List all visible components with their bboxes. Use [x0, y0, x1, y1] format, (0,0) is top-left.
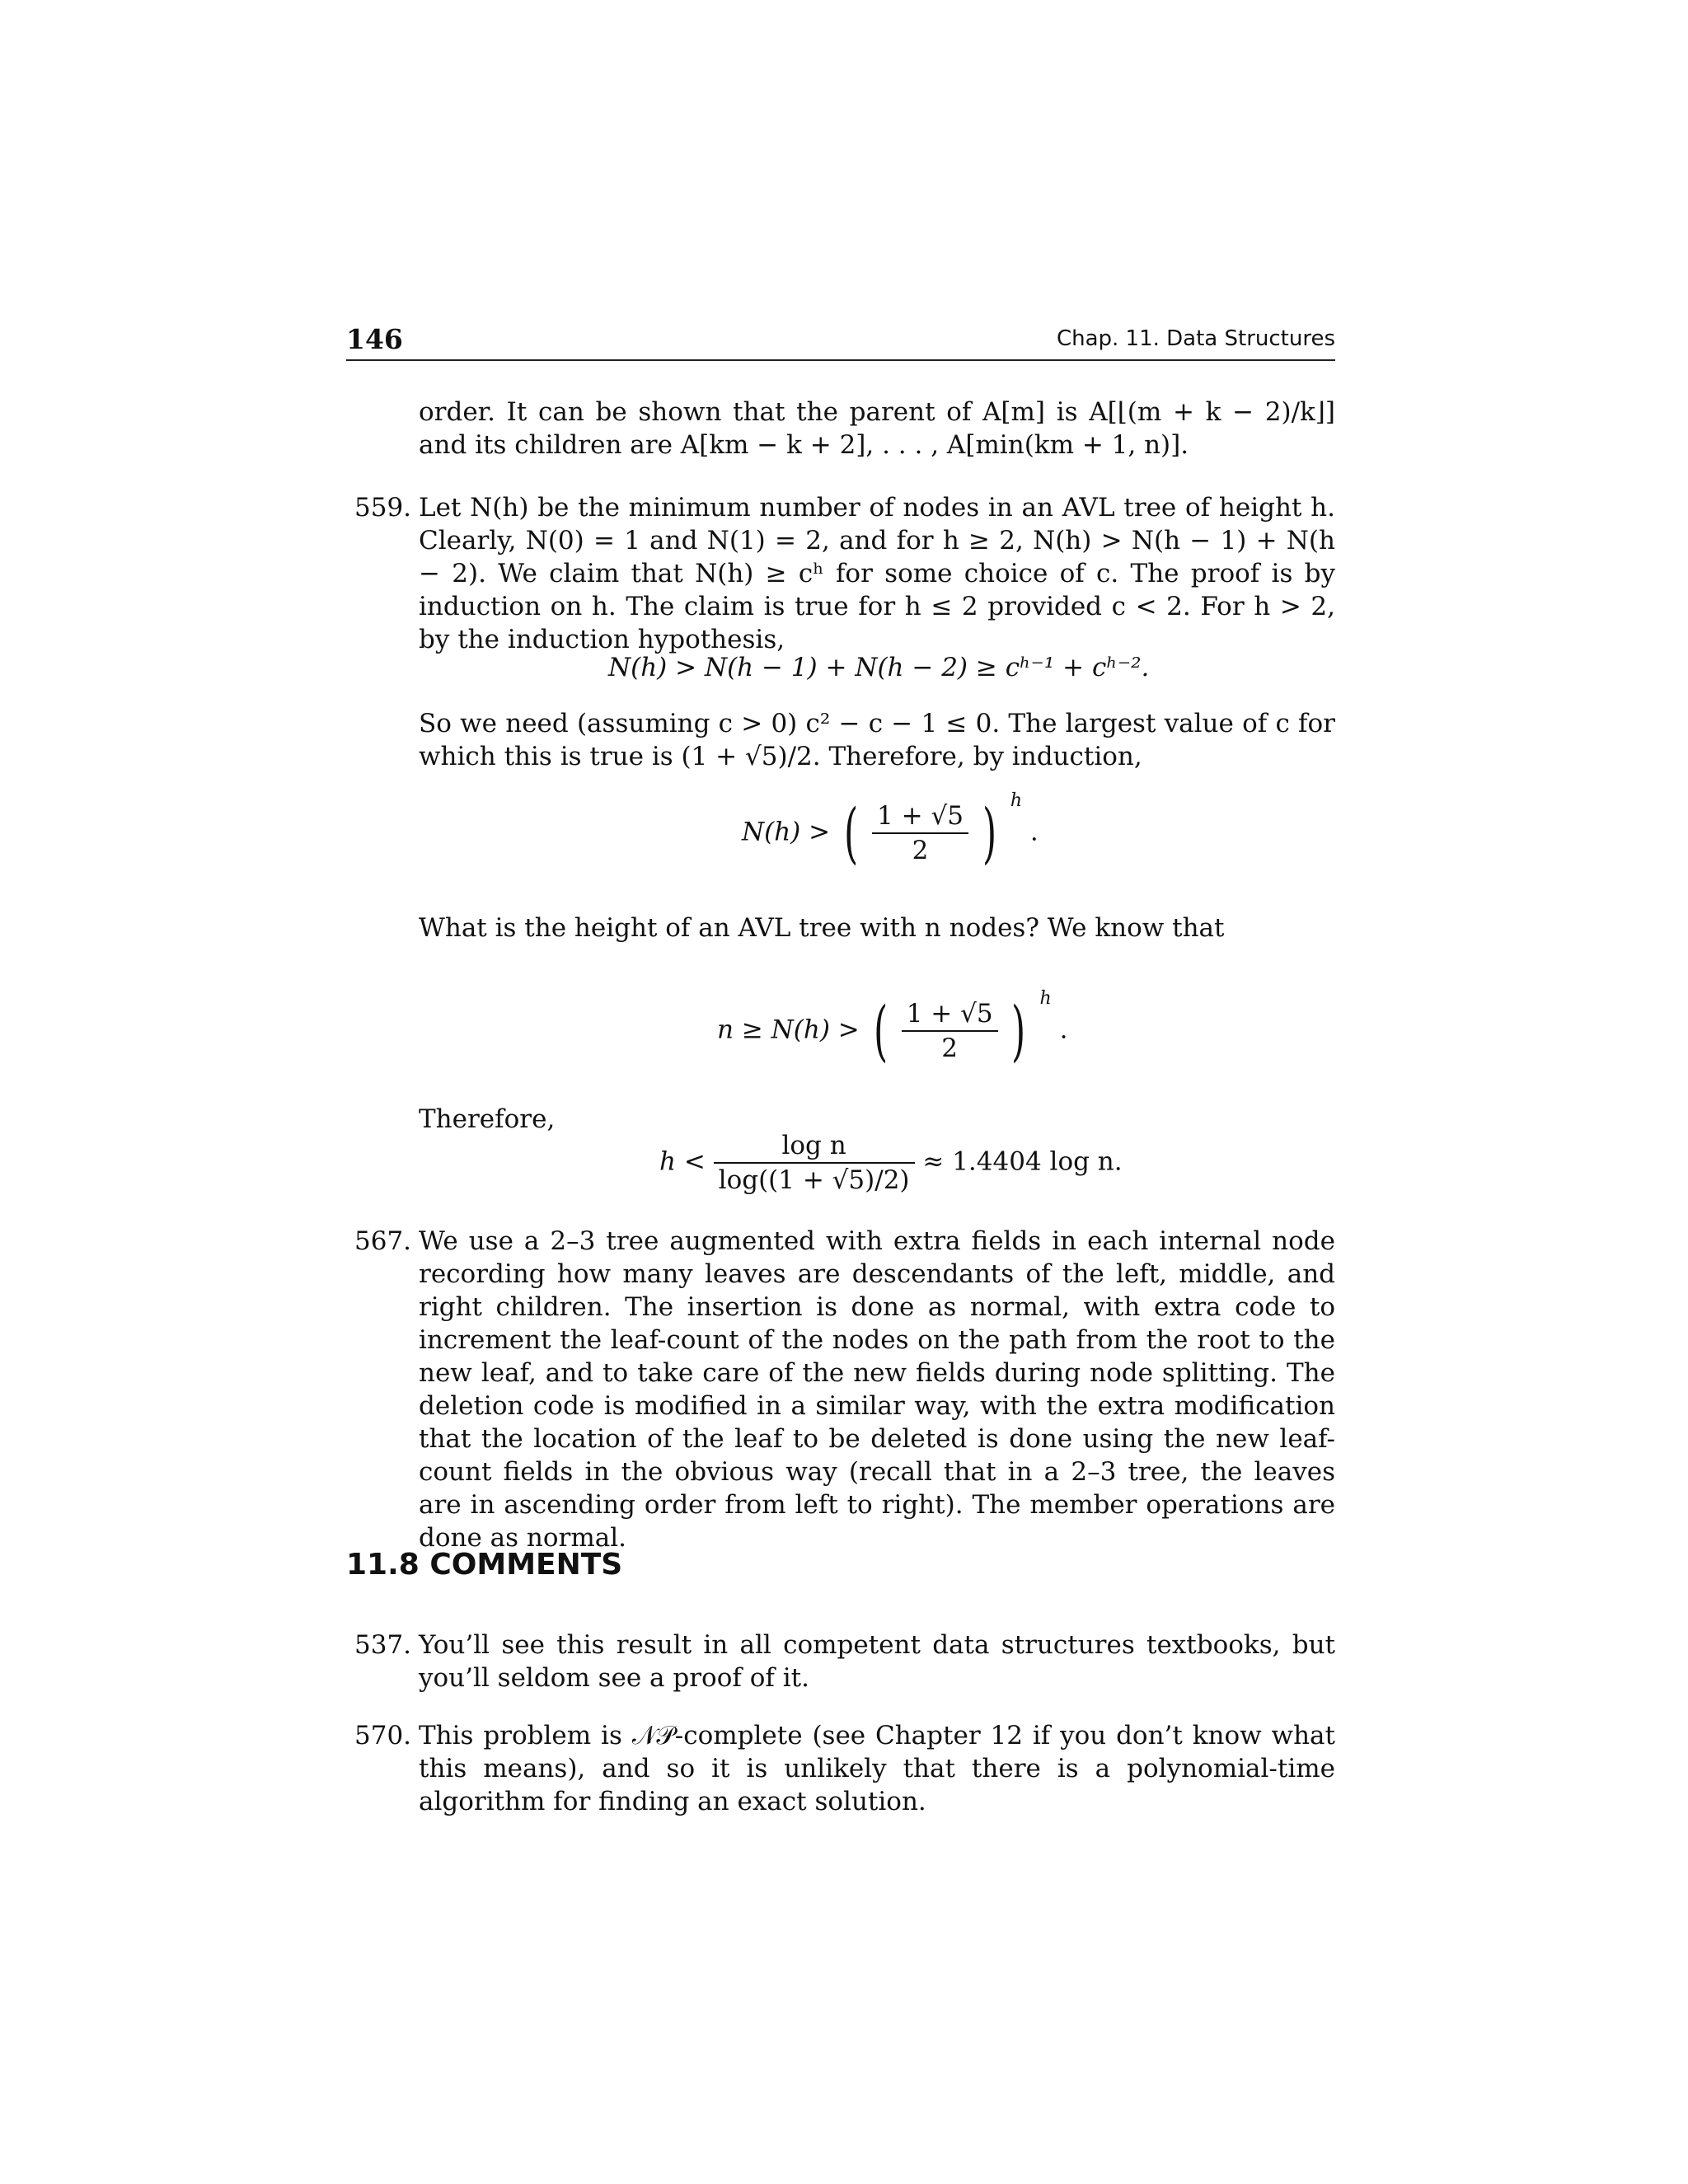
page-number: 146 — [346, 323, 403, 355]
eq3-exponent: h — [1039, 987, 1052, 1009]
eq2-exponent: h — [1010, 790, 1023, 811]
eq2-denominator: 2 — [912, 836, 929, 865]
eq3-period: . — [1059, 1015, 1068, 1045]
equation-height-bound — [659, 1129, 1123, 1197]
eq4-left: h < — [659, 1146, 706, 1177]
eq3-left: n ≥ N(h) > — [717, 1015, 860, 1045]
running-head: Chap. 11. Data Structures — [1056, 326, 1335, 351]
item-number: 559. — [354, 493, 412, 523]
item-570-text: This problem is 𝒩𝒫-complete (see Chapter 12 if you don’t know what this means), and so it is unlikely that there is a polynomial-time algorithm for finding an exact solution. — [419, 1721, 1335, 1816]
right-paren-icon: ) — [1011, 992, 1026, 1069]
eq2-period: . — [1029, 817, 1039, 847]
item-number: 570. — [354, 1721, 412, 1750]
equation-recurrence: N(h) > N(h − 1) + N(h − 2) ≥ cʰ⁻¹ + cʰ⁻². — [608, 653, 1150, 682]
section-title: 11.8 COMMENTS — [346, 1548, 623, 1582]
equation-nh-lower-bound — [742, 790, 1039, 871]
item-559-para2: So we need (assuming c > 0) c² − c − 1 ≤ 0. The largest value of c for which this is true is (1 + √5)/2. Therefore, by induction, — [419, 709, 1335, 771]
eq2-numerator: 1 + √5 — [872, 799, 968, 834]
eq4-right: ≈ 1.4404 log n. — [922, 1146, 1123, 1177]
eq2-left: N(h) > — [742, 817, 831, 847]
item-559-para3: What is the height of an AVL tree with n nodes? We know that — [419, 913, 1225, 943]
eq2-fraction — [872, 799, 968, 867]
item-559-para4: Therefore, — [419, 1104, 556, 1134]
item-number: 567. — [354, 1226, 412, 1256]
page-header — [346, 323, 1335, 361]
left-paren-icon: ( — [873, 992, 888, 1069]
item-537-text: You’ll see this result in all competent data structures textbooks, but you’ll seldom see a proof of it. — [419, 1630, 1335, 1693]
item-number: 537. — [354, 1630, 412, 1660]
eq4-denominator: log((1 + √5)/2) — [718, 1165, 910, 1195]
left-paren-icon: ( — [843, 794, 859, 871]
eq3-denominator: 2 — [941, 1033, 959, 1063]
eq3-fraction — [902, 997, 998, 1065]
eq4-numerator: log n — [714, 1129, 915, 1164]
eq4-fraction — [714, 1129, 915, 1197]
eq3-numerator: 1 + √5 — [902, 997, 998, 1032]
equation-n-bound — [717, 987, 1068, 1069]
item-567-text: We use a 2–3 tree augmented with extra fields in each internal node recording how many leaves are descendants of the left, middle, and right children. The insertion is done as normal, with extra code to increment the leaf-count of the nodes on the path from the root to the new leaf, and to take care of the new fields during node splitting. The deletion code is modified in a similar way, with the extra modification that the location of the leaf to be deleted is done using the new leaf-count fields in the obvious way (recall that in a 2–3 tree, the leaves are in ascending order from left to right). The member operations are done as normal. — [419, 1226, 1335, 1553]
continued-paragraph: order. It can be shown that the parent of A[m] is A[⌊(m + k − 2)/k⌋] and its children are A[km − k + 2], . . . , A[min(km + 1, n)]. — [419, 397, 1335, 460]
item-559-para1: Let N(h) be the minimum number of nodes in an AVL tree of height h. Clearly, N(0) = 1 and N(1) = 2, and for h ≥ 2, N(h) > N(h − 1) + N(h − 2). We claim that N(h) ≥ cʰ for some choice of c. The proof is by induction on h. The claim is true for h ≤ 2 provided c < 2. For h > 2, by the induction hypothesis, — [419, 493, 1335, 654]
right-paren-icon: ) — [982, 794, 996, 871]
